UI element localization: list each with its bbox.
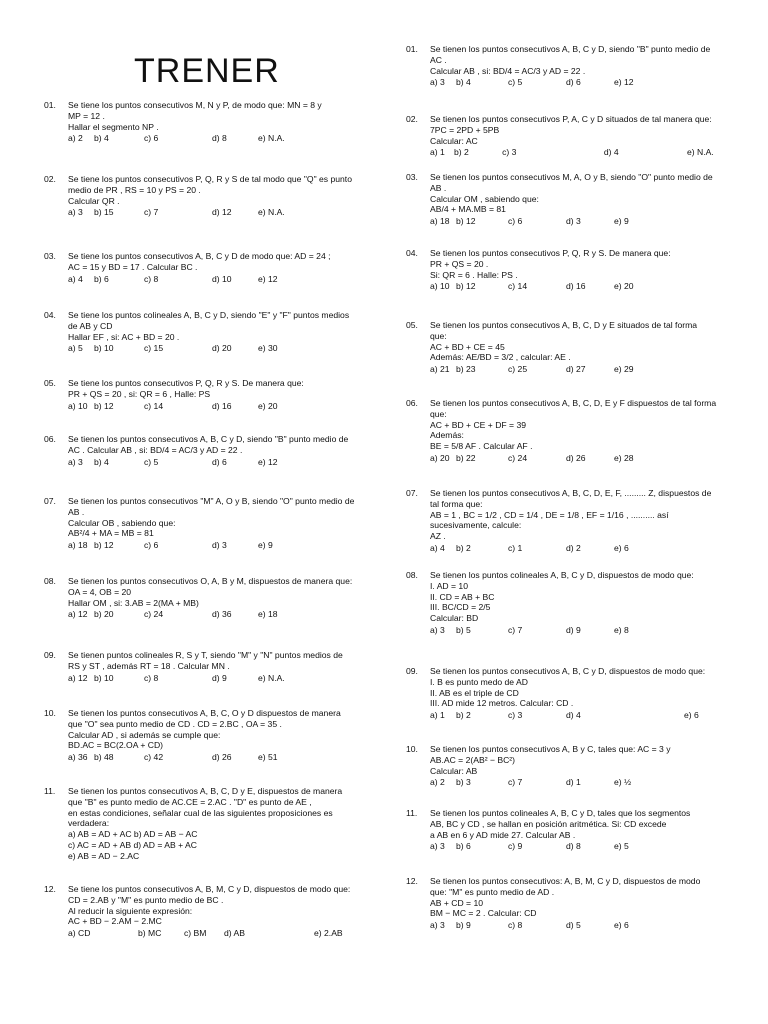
answer-option: d) AB (224, 928, 246, 939)
problem-text-line: Hallar el segmento NP . (68, 121, 159, 132)
problem-text-line: Se tienen los puntos consecutivos P, A, C y D situados de tal manera que: (430, 114, 712, 124)
answer-option: a) 10 (430, 281, 450, 292)
problem-number: 03. (44, 251, 56, 261)
problem-text-line: I. AD = 10 (430, 580, 468, 591)
answer-option: b) 12 (456, 216, 476, 227)
problem-left-3 (44, 251, 374, 284)
problem-left-8 (44, 576, 374, 620)
answer-option: a) 2 (430, 777, 445, 788)
problem-text-line: Se tienen los puntos consecutivos A, B y C, tales que: AC = 3 y (430, 744, 671, 754)
problem-text-line: CD = 2.AB y "M" es punto medio de BC . (68, 894, 224, 905)
answer-option: b) 15 (94, 207, 114, 218)
answer-option: e) 9 (614, 216, 629, 227)
problem-right-7 (406, 488, 724, 554)
answer-option: e) N.A. (258, 672, 285, 683)
answer-option: d) 16 (566, 281, 586, 292)
answer-option: c) 25 (508, 364, 528, 375)
problem-text-line: Se tienen los puntos consecutivos M, A, O y B, siendo "O" punto medio de (430, 172, 713, 182)
answer-option: c) 3 (502, 147, 517, 158)
problem-text-line: a) AB = AD + AC b) AD = AB − AC (68, 829, 198, 840)
problem-right-5 (406, 320, 724, 375)
answer-options (68, 343, 374, 354)
answer-options (430, 147, 724, 158)
problem-right-1 (406, 44, 724, 88)
answer-options (68, 928, 374, 939)
answer-options (68, 673, 374, 684)
answer-option: c) 6 (508, 216, 523, 227)
answer-option: c) 5 (508, 77, 523, 88)
problem-number: 11. (44, 786, 56, 796)
answer-option: d) 1 (566, 777, 581, 788)
answer-option: e) ½ (614, 777, 632, 788)
problem-text-line: Se tienen los puntos consecutivos: A, B, M, C y D, dispuestos de modo (430, 876, 701, 886)
answer-option: e) 12 (614, 77, 634, 88)
answer-option: b) 4 (94, 456, 109, 467)
problem-left-1 (44, 100, 374, 144)
answer-option: e) 20 (614, 281, 634, 292)
problem-number: 11. (406, 808, 418, 818)
answer-option: b) 10 (94, 343, 114, 354)
answer-option: b) 4 (94, 133, 109, 144)
problem-text-line: AC . Calcular AB , si: BD/4 = AC/3 y AD = 22 . (68, 444, 243, 455)
answer-option: d) 9 (212, 672, 227, 683)
answer-option: e) 6 (684, 710, 699, 721)
problem-text-line: que: (430, 408, 447, 419)
problem-right-3 (406, 172, 724, 227)
problem-text-line: MP = 12 . (68, 110, 105, 121)
problem-text-line: PR + QS = 20 , si: QR = 6 , Halle: PS (68, 388, 211, 399)
answer-options (430, 453, 724, 464)
problem-right-2 (406, 114, 724, 158)
answer-option: a) 4 (68, 273, 83, 284)
problem-number: 05. (44, 378, 56, 388)
answer-option: e) 12 (258, 456, 278, 467)
answer-option: b) 6 (456, 841, 471, 852)
answer-option: d) 6 (212, 456, 227, 467)
answer-option: d) 2 (566, 542, 581, 553)
answer-option: b) 12 (456, 281, 476, 292)
answer-option: b) 23 (456, 364, 476, 375)
answer-option: c) 7 (508, 624, 523, 635)
answer-option: a) 1 (430, 147, 445, 158)
answer-option: a) 12 (68, 672, 88, 683)
answer-option: a) 20 (430, 452, 450, 463)
answer-option: a) 3 (430, 841, 445, 852)
answer-options (430, 77, 724, 88)
answer-option: e) 30 (258, 343, 278, 354)
answer-options (68, 401, 374, 412)
answer-option: b) 6 (94, 273, 109, 284)
problem-text-line: Calcular: AC (430, 135, 478, 146)
problem-text-line: 7PC = 2PD + 5PB (430, 124, 500, 135)
problem-text-line: Se tienen los puntos consecutivos A, B, C, D, E, F, ......... Z, dispuestos de (430, 488, 712, 498)
answer-option: d) 12 (212, 207, 232, 218)
problem-left-11 (44, 786, 374, 862)
problem-text-line: Si: QR = 6 . Halle: PS . (430, 269, 518, 280)
answer-option: d) 6 (566, 77, 581, 88)
problem-left-7 (44, 496, 374, 551)
answer-option: e) 6 (614, 920, 629, 931)
page-title: TRENER (134, 52, 280, 90)
problem-text-line: Hallar EF , si: AC + BD = 20 . (68, 331, 180, 342)
problem-text-line: AZ . (430, 531, 446, 542)
problem-text-line: Se tienen puntos colineales R, S y T, siendo "M" y "N" puntos medios de (68, 650, 343, 660)
answer-option: a) 18 (68, 540, 88, 551)
answer-option: c) 6 (144, 133, 159, 144)
problem-text-line: Se tienen los puntos colineales A, B, C y D, dispuestos de modo que: (430, 570, 694, 580)
answer-options (430, 216, 724, 227)
problem-text-line: AB/4 + MA.MB = 81 (430, 204, 506, 215)
problem-text-line: Hallar OM , si: 3.AB = 2(MA + MB) (68, 597, 199, 608)
answer-option: b) 12 (94, 400, 114, 411)
problem-text-line: II. CD = AB + BC (430, 591, 495, 602)
answer-option: c) 1 (508, 542, 523, 553)
problem-text-line: II. AB es el triple de CD (430, 687, 519, 698)
problem-text-line: AC = 15 y BD = 17 . Calcular BC . (68, 261, 198, 272)
problem-number: 02. (44, 174, 56, 184)
answer-option: c) 9 (508, 841, 523, 852)
problem-text-line: Calcular OM , sabiendo que: (430, 193, 539, 204)
problem-number: 01. (44, 100, 56, 110)
answer-option: d) 8 (566, 841, 581, 852)
answer-option: c) 7 (508, 777, 523, 788)
problem-right-12 (406, 876, 724, 931)
problem-text-line: Además: (430, 430, 464, 441)
problem-text-line: que: (430, 330, 447, 341)
problem-number: 07. (44, 496, 56, 506)
answer-option: c) 7 (144, 207, 159, 218)
answer-option: a) 4 (430, 542, 445, 553)
answer-option: b) 4 (456, 77, 471, 88)
answer-option: e) 12 (258, 273, 278, 284)
problem-left-2 (44, 174, 374, 218)
answer-option: e) 5 (614, 841, 629, 852)
problem-number: 10. (406, 744, 418, 754)
answer-option: b) 12 (94, 540, 114, 551)
answer-option: b) 22 (456, 452, 476, 463)
problem-text-line: verdadera: (68, 818, 110, 829)
problem-text-line: Se tienen los puntos consecutivos A, B, C, D y E, dispuestos de manera (68, 786, 343, 796)
problem-text-line: Se tienen los puntos consecutivos A, B, C y D, siendo "B" punto medio de (68, 434, 349, 444)
answer-options (68, 540, 374, 551)
problem-right-4 (406, 248, 724, 292)
answer-option: a) 18 (430, 216, 450, 227)
problem-text-line: en estas condiciones, señalar cual de las siguientes proposiciones es (68, 807, 333, 818)
problem-number: 01. (406, 44, 418, 54)
problem-text-line: III. BC/CD = 2/5 (430, 602, 491, 613)
answer-option: c) 5 (144, 456, 159, 467)
problem-number: 12. (44, 884, 56, 894)
problem-number: 06. (44, 434, 56, 444)
problem-number: 07. (406, 488, 418, 498)
answer-options (68, 609, 374, 620)
answer-option: b) MC (138, 928, 162, 939)
answer-option: b) 10 (94, 672, 114, 683)
problem-number: 12. (406, 876, 418, 886)
answer-options (430, 710, 724, 721)
answer-option: e) 51 (258, 752, 278, 763)
answer-option: a) 3 (68, 207, 83, 218)
problem-text-line: que "B" es punto medio de AC.CE = 2.AC . "D" es punto de AE , (68, 796, 312, 807)
answer-option: a) 1 (430, 710, 445, 721)
problem-text-line: que: "M" es punto medio de AD . (430, 886, 555, 897)
problem-text-line: AC + BD + CE = 45 (430, 341, 505, 352)
answer-option: d) 10 (212, 273, 232, 284)
problem-text-line: Se tienen los puntos consecutivos A, B, C y D, dispuestos de modo que: (430, 666, 706, 676)
answer-option: d) 26 (566, 452, 586, 463)
answer-option: b) 9 (456, 920, 471, 931)
answer-option: d) 4 (566, 710, 581, 721)
problem-number: 09. (406, 666, 418, 676)
answer-option: a) 2 (68, 133, 83, 144)
answer-option: c) 6 (144, 540, 159, 551)
answer-options (68, 207, 374, 218)
answer-options (68, 457, 374, 468)
problem-text-line: Se tiene los puntos colineales A, B, C y D, siendo "E" y "F" puntos medios (68, 310, 350, 320)
problem-left-9 (44, 650, 374, 683)
problem-text-line: BD.AC = BC(2.OA + CD) (68, 740, 164, 751)
problem-number: 08. (406, 570, 418, 580)
answer-option: e) N.A. (258, 207, 285, 218)
answer-options (430, 364, 724, 375)
problem-text-line: de AB y CD (68, 320, 113, 331)
answer-option: a) 21 (430, 364, 450, 375)
problem-text-line: Se tienen los puntos consecutivos P, Q, R y S. De manera que: (430, 248, 671, 258)
answer-options (430, 920, 724, 931)
answer-option: a) 12 (68, 609, 88, 620)
problem-text-line: BM − MC = 2 . Calcular: CD (430, 908, 537, 919)
answer-option: e) N.A. (258, 133, 285, 144)
problem-text-line: que "O" sea punto medio de CD . CD = 2.BC , OA = 35 . (68, 718, 282, 729)
answer-option: d) 26 (212, 752, 232, 763)
answer-option: a) 3 (68, 456, 83, 467)
problem-text-line: RS y ST , además RT = 18 . Calcular MN . (68, 660, 230, 671)
answer-option: b) 5 (456, 624, 471, 635)
problem-right-6 (406, 398, 724, 464)
problem-text-line: tal forma que: (430, 498, 483, 509)
answer-option: e) 29 (614, 364, 634, 375)
answer-option: e) N.A. (687, 147, 714, 158)
answer-option: a) 3 (430, 77, 445, 88)
answer-options (68, 752, 374, 763)
problem-text-line: Se tiene los puntos consecutivos M, N y P, de modo que: MN = 8 y (68, 100, 322, 110)
problem-left-5 (44, 378, 374, 411)
answer-option: b) 48 (94, 752, 114, 763)
answer-option: d) 4 (603, 147, 619, 158)
answer-options (430, 841, 724, 852)
answer-options (430, 543, 724, 554)
problem-text-line: AB . (68, 506, 85, 517)
problem-text-line: Calcular: BD (430, 613, 479, 624)
problem-number: 04. (406, 248, 418, 258)
problem-number: 09. (44, 650, 56, 660)
answer-option: e) 28 (614, 452, 634, 463)
problem-text-line: Se tiene los puntos consecutivos A, B, M, C y D, dispuestos de modo que: (68, 884, 351, 894)
answer-option: e) 8 (614, 624, 629, 635)
problem-right-9 (406, 666, 724, 721)
answer-option: b) 3 (456, 777, 471, 788)
answer-option: a) 3 (430, 624, 445, 635)
problem-left-4 (44, 310, 374, 354)
answer-option: c) 8 (144, 672, 159, 683)
answer-option: a) 3 (430, 920, 445, 931)
problem-text-line: Al reducir la siguiente expresión: (68, 905, 193, 916)
problem-text-line: Calcular: AB (430, 765, 478, 776)
answer-option: c) 3 (508, 710, 523, 721)
answer-option: e) 20 (258, 400, 278, 411)
problem-text-line: Además: AE/BD = 3/2 , calcular: AE . (430, 352, 571, 363)
problem-text-line: OA = 4, OB = 20 (68, 586, 132, 597)
problem-text-line: Se tienen los puntos consecutivos A, B, C y D, siendo "B" punto medio de (430, 44, 711, 54)
answer-option: c) 24 (144, 609, 164, 620)
problem-text-line: BE = 5/8 AF . Calcular AF . (430, 441, 533, 452)
problem-number: 10. (44, 708, 56, 718)
problem-text-line: I. B es punto medo de AD (430, 676, 528, 687)
problem-left-6 (44, 434, 374, 467)
problem-right-11 (406, 808, 724, 852)
problem-text-line: Calcular QR . (68, 195, 120, 206)
problem-text-line: Calcular AB , si: BD/4 = AC/3 y AD = 22 . (430, 65, 586, 76)
answer-option: a) 36 (68, 752, 88, 763)
answer-option: a) 5 (68, 343, 83, 354)
problem-text-line: sucesivamente, calcule: (430, 520, 522, 531)
answer-option: d) 9 (566, 624, 581, 635)
answer-option: c) 8 (144, 273, 159, 284)
problem-number: 05. (406, 320, 418, 330)
answer-option: d) 20 (212, 343, 232, 354)
problem-text-line: Se tiene los puntos consecutivos P, Q, R y S de tal modo que "Q" es punto (68, 174, 352, 184)
answer-option: b) 20 (94, 609, 114, 620)
problem-text-line: AC + BD + CE + DF = 39 (430, 419, 527, 430)
problem-number: 06. (406, 398, 418, 408)
answer-option: c) 14 (508, 281, 528, 292)
answer-option: c) 24 (508, 452, 528, 463)
answer-option: d) 3 (212, 540, 227, 551)
problem-text-line: III. AD mide 12 metros. Calcular: CD . (430, 698, 574, 709)
problem-text-line: a AB en 6 y AD mide 27. Calcular AB . (430, 829, 576, 840)
answer-option: e) 2.AB (314, 928, 343, 939)
problem-text-line: Se tienen los puntos colineales A, B, C y D, tales que los segmentos (430, 808, 691, 818)
problem-text-line: Se tiene los puntos consecutivos P, Q, R y S. De manera que: (68, 378, 304, 388)
problem-left-12 (44, 884, 374, 939)
problem-number: 04. (44, 310, 56, 320)
problem-number: 08. (44, 576, 56, 586)
answer-option: d) 5 (566, 920, 581, 931)
problem-right-10 (406, 744, 724, 788)
answer-options (430, 625, 724, 636)
problem-text-line: AB, BC y CD , se hallan en posición aritmética. Si: CD excede (430, 818, 667, 829)
problem-text-line: AB . (430, 182, 447, 193)
answer-option: c) 42 (144, 752, 164, 763)
answer-options (430, 281, 724, 292)
problem-text-line: Se tienen los puntos consecutivos O, A, B y M, dispuestos de manera que: (68, 576, 353, 586)
answer-option: a) 10 (68, 400, 88, 411)
answer-option: c) 14 (144, 400, 164, 411)
problem-text-line: c) AC = AD + AB d) AD = AB + AC (68, 839, 197, 850)
problem-text-line: AB = 1 , BC = 1/2 , CD = 1/4 , DE = 1/8 , EF = 1/16 , .......... así (430, 509, 669, 520)
answer-option: d) 36 (212, 609, 232, 620)
answer-option: e) 18 (258, 609, 278, 620)
problem-text-line: medio de PR , RS = 10 y PS = 20 . (68, 184, 201, 195)
problem-text-line: Calcular AD , si además se cumple que: (68, 729, 221, 740)
problem-text-line: Se tienen los puntos consecutivos A, B, C, D, E y F dispuestos de tal forma (430, 398, 717, 408)
answer-option: e) 9 (258, 540, 273, 551)
answer-option: d) 3 (566, 216, 581, 227)
answer-option: d) 8 (212, 133, 227, 144)
problem-text-line: AC . (430, 54, 447, 65)
problem-text-line: e) AB = AD − 2.AC (68, 850, 140, 861)
answer-option: d) 27 (566, 364, 586, 375)
problem-text-line: Se tienen los puntos consecutivos "M" A, O y B, siendo "O" punto medio de (68, 496, 355, 506)
problem-text-line: AB.AC = 2(AB² − BC²) (430, 754, 516, 765)
answer-option: e) 6 (614, 542, 629, 553)
problem-text-line: Se tienen los puntos consecutivos A, B, C, O y D dispuestos de manera (68, 708, 341, 718)
problem-text-line: AB + CD = 10 (430, 897, 484, 908)
answer-options (68, 133, 374, 144)
problem-left-10 (44, 708, 374, 763)
answer-options (68, 274, 374, 285)
problem-text-line: AB²/4 + MA = MB = 81 (68, 528, 154, 539)
problem-right-8 (406, 570, 724, 636)
answer-option: b) 2 (454, 147, 469, 158)
answer-option: b) 2 (456, 542, 471, 553)
answer-option: a) CD (68, 928, 91, 939)
answer-options (430, 777, 724, 788)
problem-text-line: Se tiene los puntos consecutivos A, B, C y D de modo que: AD = 24 ; (68, 251, 331, 261)
answer-option: c) 8 (508, 920, 523, 931)
answer-option: b) 2 (456, 710, 471, 721)
problem-number: 03. (406, 172, 418, 182)
problem-number: 02. (406, 114, 418, 124)
answer-option: c) 15 (144, 343, 164, 354)
problem-text-line: PR + QS = 20 . (430, 258, 489, 269)
problem-text-line: AC + BD − 2.AM − 2.MC (68, 916, 162, 927)
problem-text-line: Se tienen los puntos consecutivos A, B, C, D y E situados de tal forma (430, 320, 698, 330)
problem-text-line: Calcular OB , sabiendo que: (68, 517, 176, 528)
answer-option: c) BM (184, 928, 207, 939)
answer-option: d) 16 (212, 400, 232, 411)
